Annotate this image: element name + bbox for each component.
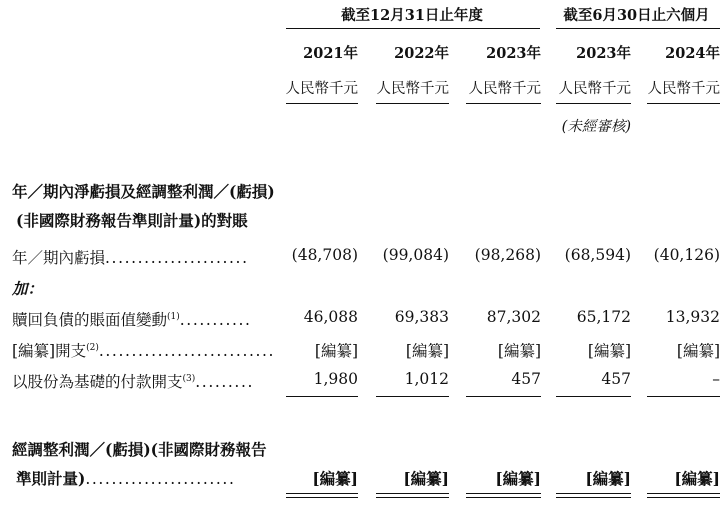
section-title-line2: (非國際財務報告準則計量)的對賬 [16,211,248,230]
adjusted-profit-title-line1: 經調整利潤／(虧損)(非國際財務報告 [12,440,267,459]
total-double-rule-4 [556,493,631,498]
cell-sbp-2022: 1,012 [404,370,449,388]
cell-sbp-2023: 457 [511,370,541,388]
row-label-add: 加： [12,279,44,298]
cell-redemption-2022: 69,383 [394,308,449,326]
unit-rule-5 [647,103,720,104]
cell-redemption-2023h1: 65,172 [576,308,631,326]
row-label-redacted-expenses: [編纂]開支$^{(2)}$........................... [12,342,276,360]
unit-rule-4 [556,103,631,104]
unit-rule-3 [466,103,541,104]
year-header-1: 2021年 [303,45,358,62]
total-double-rule-3 [466,493,541,498]
subtotal-rule-1 [286,396,358,397]
unit-header-5: 人民幣千元 [647,81,720,97]
cell-redemption-2023: 87,302 [486,308,541,326]
cell-adjusted-2023h1: [編纂] [585,469,631,488]
unaudited-note: (未經審核) [561,119,631,135]
total-double-rule-1 [286,493,358,498]
header-group-annual-rule [286,28,540,29]
unit-header-2: 人民幣千元 [376,81,449,97]
adjusted-profit-label: 準則計量)....................... [16,469,236,488]
year-header-3: 2023年 [486,45,541,62]
cell-net-loss-2024h1: (40,126) [653,246,720,264]
unit-header-3: 人民幣千元 [468,81,541,97]
subtotal-rule-4 [556,396,631,397]
cell-adjusted-2024h1: [編纂] [674,469,720,488]
section-title-line1: 年／期內淨虧損及經調整利潤／(虧損) [12,182,275,201]
cell-net-loss-2023: (98,268) [474,246,541,264]
year-header-5: 2024年 [665,45,720,62]
cell-net-loss-2023h1: (68,594) [564,246,631,264]
subtotal-rule-3 [466,396,541,397]
cell-adjusted-2023: [編纂] [495,469,541,488]
unit-rule-2 [376,103,449,104]
row-label-net-loss: 年／期內虧損...................... [12,249,249,267]
unit-header-1: 人民幣千元 [285,81,358,97]
cell-redacted-exp-2023: [編纂] [497,342,541,360]
cell-sbp-2024h1: – [712,370,720,388]
cell-sbp-2023h1: 457 [601,370,631,388]
total-double-rule-2 [376,493,449,498]
row-label-share-based-payment: 以股份為基礎的付款開支$^{(3)}$......... [12,373,255,391]
cell-redacted-exp-2021: [編纂] [314,342,358,360]
cell-adjusted-2022: [編纂] [403,469,449,488]
row-label-redemption-change: 贖回負債的賬面值變動$^{(1)}$........... [12,311,252,329]
header-group-interim-rule [556,28,720,29]
header-group-annual: 截至12月31日止年度 [341,7,483,24]
cell-redacted-exp-2024h1: [編纂] [676,342,720,360]
subtotal-rule-5 [647,396,720,397]
cell-redacted-exp-2023h1: [編纂] [587,342,631,360]
cell-redemption-2024h1: 13,932 [665,308,720,326]
subtotal-rule-2 [376,396,449,397]
cell-redacted-exp-2022: [編纂] [405,342,449,360]
cell-sbp-2021: 1,980 [313,370,358,388]
cell-adjusted-2021: [編纂] [312,469,358,488]
unit-header-4: 人民幣千元 [558,81,631,97]
year-header-4: 2023年 [576,45,631,62]
cell-net-loss-2021: (48,708) [291,246,358,264]
header-group-interim: 截至6月30日止六個月 [563,7,710,24]
total-double-rule-5 [647,493,720,498]
year-header-2: 2022年 [394,45,449,62]
unit-rule-1 [286,103,358,104]
cell-net-loss-2022: (99,084) [382,246,449,264]
cell-redemption-2021: 46,088 [303,308,358,326]
